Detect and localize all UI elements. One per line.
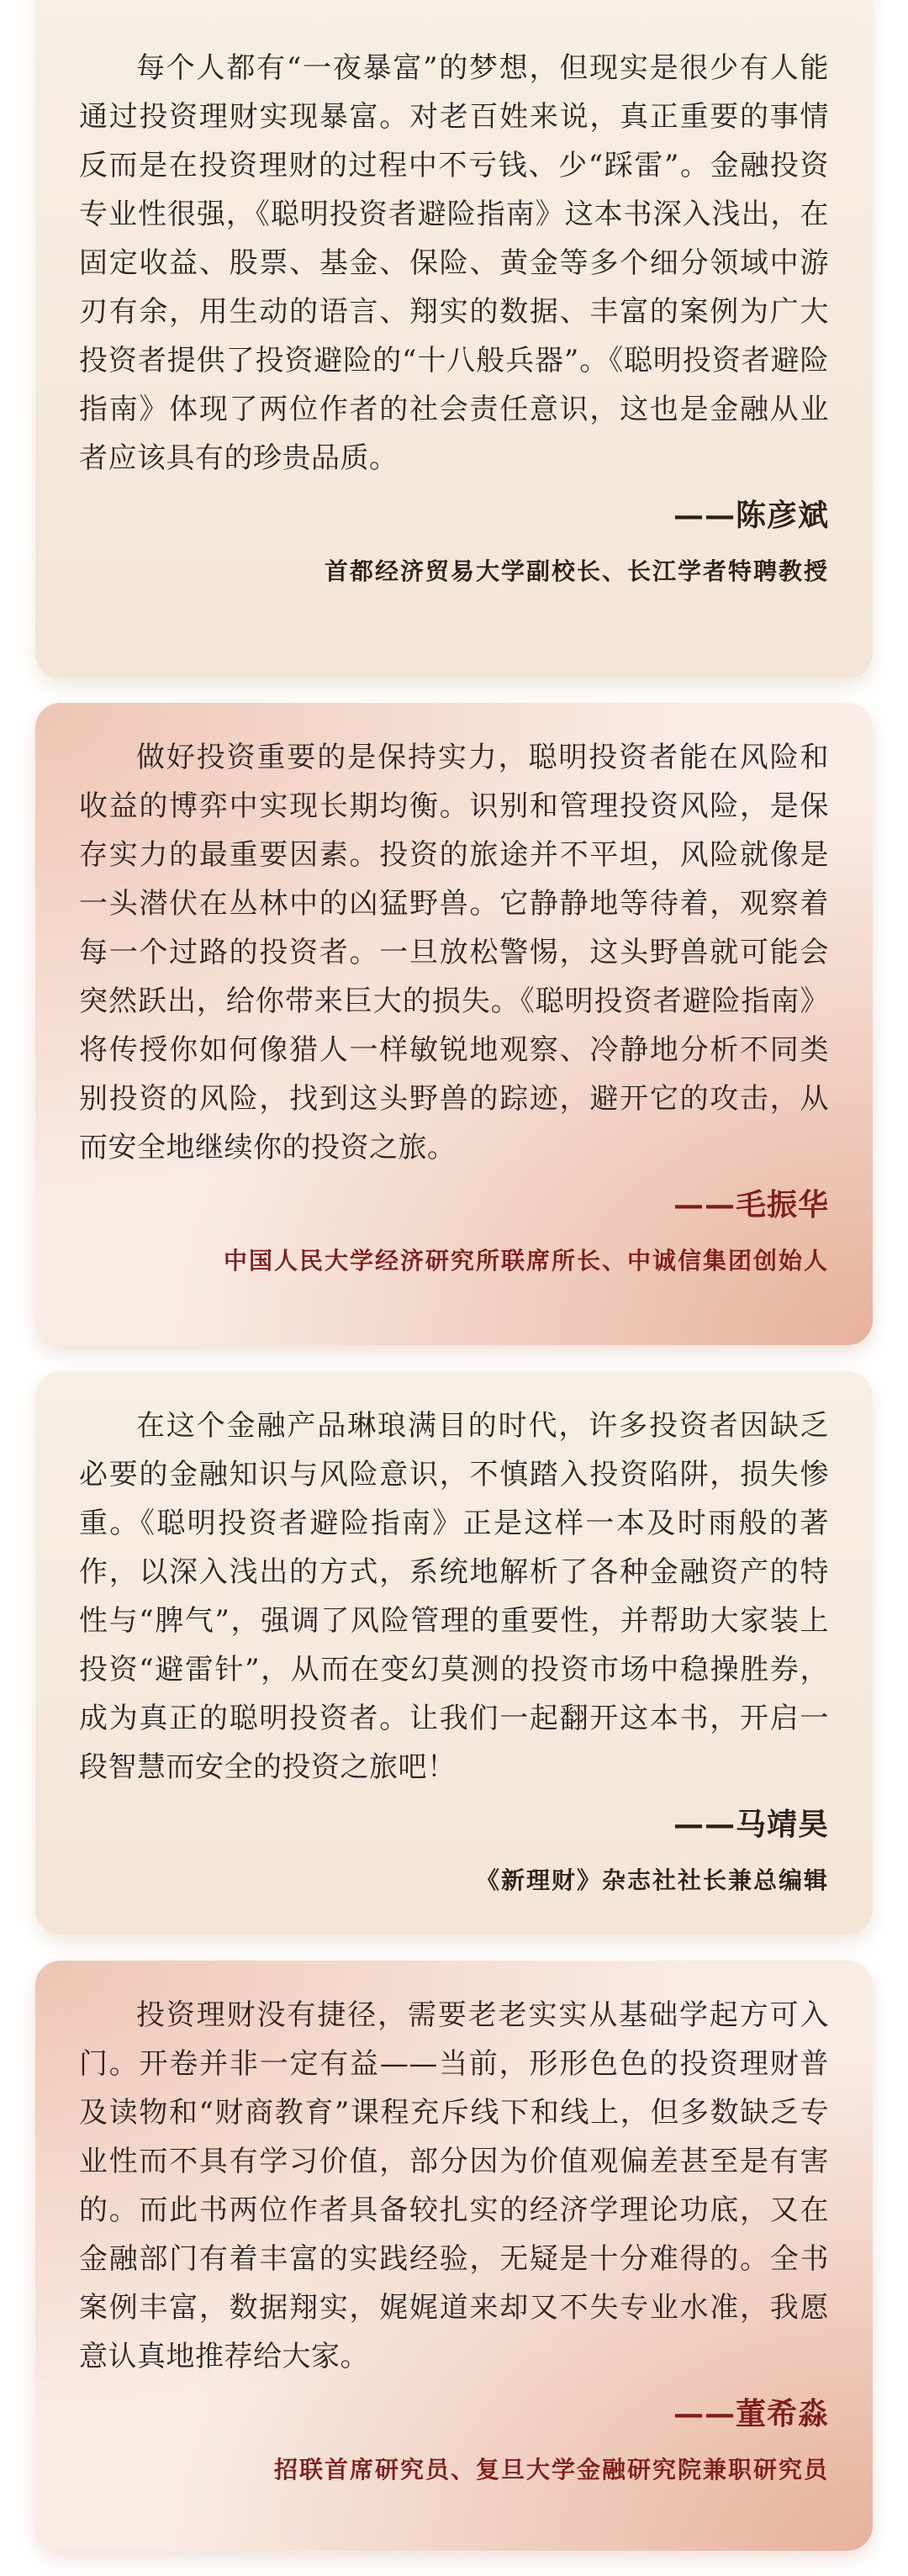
endorser-title: 《新理财》杂志社社长兼总编辑 bbox=[475, 1866, 829, 1894]
endorsement-text: 每个人都有“一夜暴富”的梦想，但现实是很少有人能通过投资理财实现暴富。对老百姓来说，真正重要的事情反而是在投资理财的过程中不亏钱、少“踩雷”。金融投资专业性很强，《聪明投资者避险指南》这本书深入浅出，在固定收益、股票、基金、保险、黄金等多个细分领域中游刃有余，用生动的语言、翔实的数据、丰富的案例为广大投资者提供了投资避险的“十八般兵器”。《聪明投资者避险指南》体现了两位作者的社会责任意识，这也是金融从业者应该具有的珍贵品质。 bbox=[79, 51, 829, 475]
endorsement-card-4 bbox=[35, 1961, 873, 2551]
endorser-signature: ——马靖昊 bbox=[673, 1807, 829, 1842]
endorsement-card-1 bbox=[35, 0, 873, 678]
endorser-signature: ——董希淼 bbox=[673, 2396, 829, 2431]
endorser-title: 中国人民大学经济研究所联席所长、中诚信集团创始人 bbox=[223, 1247, 829, 1275]
endorsement-text: 投资理财没有捷径，需要老老实实从基础学起方可入门。开卷并非一定有益——当前，形形色色的投资理财普及读物和“财商教育”课程充斥线下和线上，但多数缺乏专业性而不具有学习价值，部分因为价值观偏差甚至是有害的。而此书两位作者具备较扎实的经济学理论功底，又在金融部门有着丰富的实践经验，无疑是十分难得的。全书案例丰富，数据翔实，娓娓道来却又不失专业水准，我愿意认真地推荐给大家。 bbox=[79, 1998, 829, 2373]
endorsement-card-2 bbox=[35, 703, 873, 1345]
endorsement-text: 在这个金融产品琳琅满目的时代，许多投资者因缺乏必要的金融知识与风险意识，不慎踏入投资陷阱，损失惨重。《聪明投资者避险指南》正是这样一本及时雨般的著作，以深入浅出的方式，系统地解析了各种金融资产的特性与“脾气”，强调了风险管理的重要性，并帮助大家装上投资“避雷针”，从而在变幻莫测的投资市场中稳操胜券，成为真正的聪明投资者。让我们一起翻开这本书，开启一段智慧而安全的投资之旅吧！ bbox=[79, 1409, 829, 1784]
endorser-signature: ——陈彦斌 bbox=[673, 498, 829, 533]
endorser-title: 招联首席研究员、复旦大学金融研究院兼职研究员 bbox=[273, 2456, 829, 2484]
endorsement-card-3 bbox=[35, 1371, 873, 1935]
endorsement-text: 做好投资重要的是保持实力，聪明投资者能在风险和收益的博弈中实现长期均衡。识别和管理投资风险，是保存实力的最重要因素。投资的旅途并不平坦，风险就像是一头潜伏在丛林中的凶猛野兽。它静静地等待着，观察着每一个过路的投资者。一旦放松警惕，这头野兽就可能会突然跃出，给你带来巨大的损失。《聪明投资者避险指南》将传授你如何像猎人一样敏锐地观察、冷静地分析不同类别投资的风险，找到这头野兽的踪迹，避开它的攻击，从而安全地继续你的投资之旅。 bbox=[79, 741, 829, 1164]
endorser-title: 首都经济贸易大学副校长、长江学者特聘教授 bbox=[324, 557, 829, 585]
endorser-signature: ——毛振华 bbox=[673, 1187, 829, 1222]
